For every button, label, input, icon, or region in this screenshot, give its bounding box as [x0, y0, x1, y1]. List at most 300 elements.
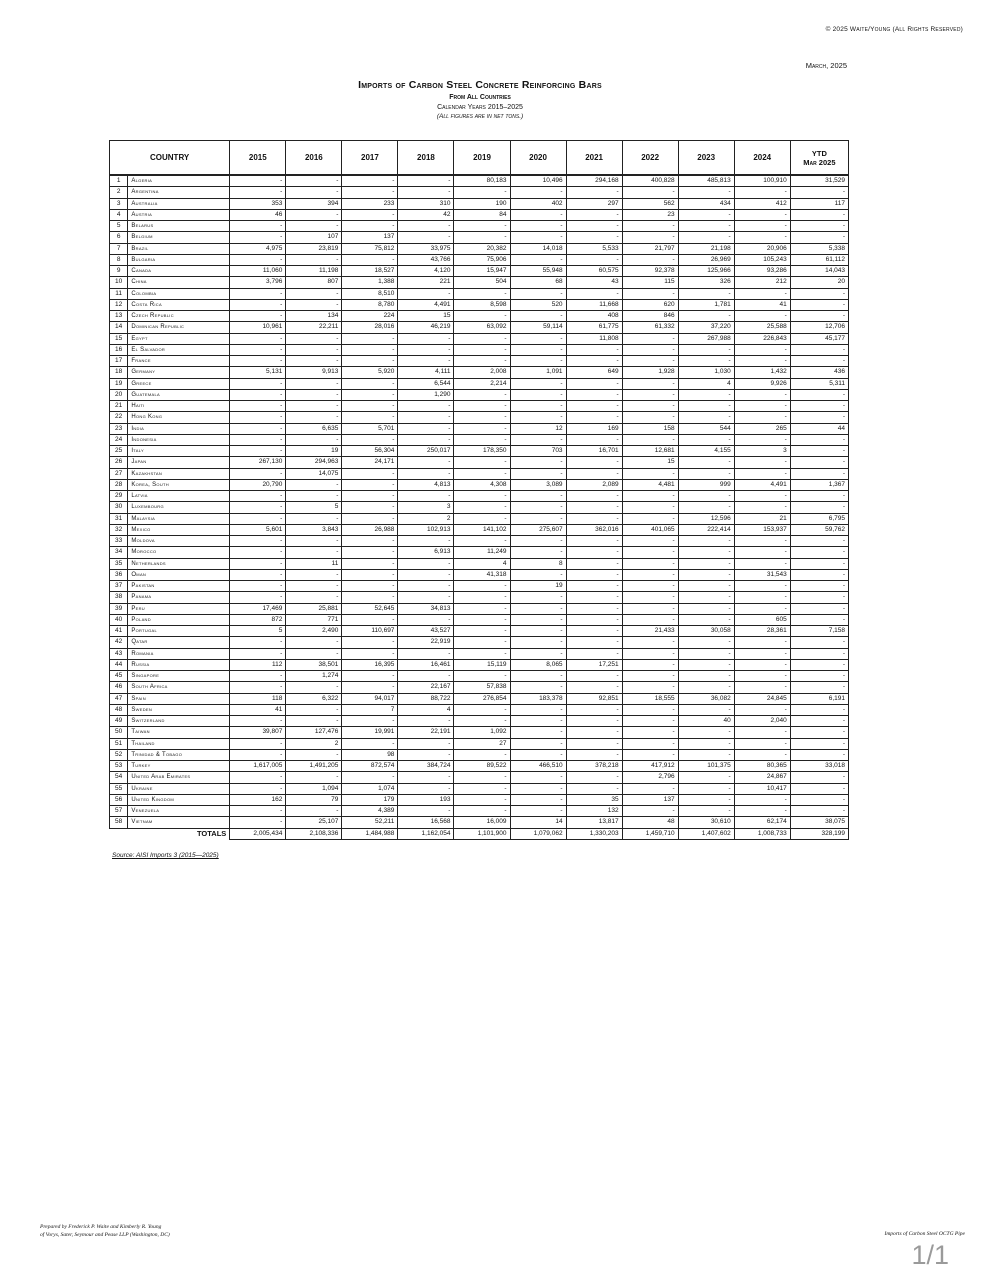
country-name: Austria	[128, 209, 230, 220]
cell-value: 18,527	[342, 266, 398, 277]
table-row	[110, 569, 849, 580]
cell-value: -	[342, 682, 398, 693]
country-name: Argentina	[128, 187, 230, 198]
cell-value: 169	[566, 423, 622, 434]
cell-value: -	[622, 187, 678, 198]
cell-value: -	[230, 772, 286, 783]
cell-value: -	[678, 614, 734, 625]
source-text: AISI Imports 3 (2015—2025)	[135, 852, 219, 859]
cell-value: 178,350	[454, 446, 510, 457]
cell-value: 100,910	[734, 175, 790, 187]
row-number: 55	[110, 783, 128, 794]
cell-value: 28,016	[342, 322, 398, 333]
cell-value: -	[566, 626, 622, 637]
cell-value: -	[566, 221, 622, 232]
country-name: Egypt	[128, 333, 230, 344]
cell-value: 4,389	[342, 806, 398, 817]
cell-value: 6,635	[286, 423, 342, 434]
cell-value: -	[790, 806, 848, 817]
row-number: 24	[110, 434, 128, 445]
cell-value: -	[286, 378, 342, 389]
country-name: Spain	[128, 693, 230, 704]
cell-value: -	[286, 772, 342, 783]
cell-value: 183,378	[510, 693, 566, 704]
cell-value: 10,496	[510, 175, 566, 187]
total-value: 1,162,054	[398, 828, 454, 839]
country-name: Ukraine	[128, 783, 230, 794]
cell-value: -	[622, 434, 678, 445]
header-row	[110, 141, 849, 176]
cell-value: -	[286, 592, 342, 603]
total-value: 2,108,336	[286, 828, 342, 839]
cell-value: -	[230, 547, 286, 558]
cell-value: -	[790, 783, 848, 794]
cell-value: 412	[734, 198, 790, 209]
table-row	[110, 581, 849, 592]
table-row	[110, 614, 849, 625]
cell-value: -	[678, 209, 734, 220]
cell-value: -	[342, 187, 398, 198]
cell-value: 999	[678, 479, 734, 490]
table-row	[110, 277, 849, 288]
row-number: 4	[110, 209, 128, 220]
row-number: 54	[110, 772, 128, 783]
cell-value: -	[790, 716, 848, 727]
cell-value: -	[790, 547, 848, 558]
column-header-2023: 2023	[678, 141, 734, 176]
cell-value: -	[286, 344, 342, 355]
table-row	[110, 457, 849, 468]
cell-value: -	[734, 603, 790, 614]
cell-value: -	[790, 569, 848, 580]
cell-value: -	[734, 671, 790, 682]
cell-value: -	[230, 311, 286, 322]
cell-value: -	[454, 333, 510, 344]
cell-value: 2	[286, 738, 342, 749]
cell-value: -	[230, 637, 286, 648]
cell-value: 5,920	[342, 367, 398, 378]
cell-value: 16,395	[342, 659, 398, 670]
row-number: 8	[110, 254, 128, 265]
cell-value: -	[566, 457, 622, 468]
cell-value: -	[454, 491, 510, 502]
cell-value: -	[510, 344, 566, 355]
row-number: 51	[110, 738, 128, 749]
row-number: 46	[110, 682, 128, 693]
cell-value: -	[230, 536, 286, 547]
country-name: Poland	[128, 614, 230, 625]
cell-value: -	[286, 175, 342, 187]
table-row	[110, 671, 849, 682]
cell-value: 43,527	[398, 626, 454, 637]
cell-value: 88,722	[398, 693, 454, 704]
cell-value: 56,304	[342, 446, 398, 457]
country-name: Peru	[128, 603, 230, 614]
cell-value: -	[398, 783, 454, 794]
table-row	[110, 682, 849, 693]
cell-value: 21,433	[622, 626, 678, 637]
cell-value: 127,476	[286, 727, 342, 738]
cell-value: -	[286, 716, 342, 727]
cell-value: -	[286, 637, 342, 648]
table-row	[110, 209, 849, 220]
cell-value: 6,913	[398, 547, 454, 558]
cell-value: -	[678, 581, 734, 592]
cell-value: 52,211	[342, 817, 398, 828]
row-number: 40	[110, 614, 128, 625]
cell-value: -	[454, 221, 510, 232]
cell-value: 5,338	[790, 243, 848, 254]
report-title: Imports of Carbon Steel Concrete Reinforcing Bars	[358, 79, 602, 91]
cell-value: -	[678, 772, 734, 783]
row-number: 23	[110, 423, 128, 434]
row-number: 50	[110, 727, 128, 738]
cell-value: 118	[230, 693, 286, 704]
cell-value: -	[230, 558, 286, 569]
cell-value: 10,417	[734, 783, 790, 794]
cell-value: -	[566, 288, 622, 299]
row-number: 18	[110, 367, 128, 378]
cell-value: 6,322	[286, 693, 342, 704]
cell-value: -	[734, 187, 790, 198]
cell-value: -	[398, 558, 454, 569]
cell-value: 79	[286, 794, 342, 805]
cell-value: 5,533	[566, 243, 622, 254]
cell-value: 11,249	[454, 547, 510, 558]
table-row	[110, 794, 849, 805]
table-row	[110, 344, 849, 355]
cell-value: -	[286, 491, 342, 502]
cell-value: -	[678, 671, 734, 682]
cell-value: 102,913	[398, 524, 454, 535]
cell-value: 4,813	[398, 479, 454, 490]
cell-value: 153,937	[734, 524, 790, 535]
cell-value: 19,991	[342, 727, 398, 738]
row-number: 13	[110, 311, 128, 322]
cell-value: 400,828	[622, 175, 678, 187]
cell-value: -	[790, 502, 848, 513]
cell-value: 137	[342, 232, 398, 243]
cell-value: 544	[678, 423, 734, 434]
cell-value: -	[510, 794, 566, 805]
cell-value: -	[678, 468, 734, 479]
country-name: Brazil	[128, 243, 230, 254]
row-number: 30	[110, 502, 128, 513]
cell-value: -	[566, 536, 622, 547]
cell-value: 25,881	[286, 603, 342, 614]
cell-value: -	[678, 727, 734, 738]
cell-value: 112	[230, 659, 286, 670]
cell-value: -	[342, 491, 398, 502]
cell-value: -	[566, 356, 622, 367]
cell-value: -	[790, 558, 848, 569]
cell-value: -	[286, 682, 342, 693]
country-name: Guatemala	[128, 389, 230, 400]
cell-value: 6,795	[790, 513, 848, 524]
row-number: 21	[110, 401, 128, 412]
total-value: 1,079,062	[510, 828, 566, 839]
cell-value: -	[454, 749, 510, 760]
cell-value: -	[454, 806, 510, 817]
cell-value: -	[790, 671, 848, 682]
cell-value: -	[790, 389, 848, 400]
cell-value: -	[286, 187, 342, 198]
cell-value: -	[230, 581, 286, 592]
cell-value: -	[622, 749, 678, 760]
cell-value: -	[286, 209, 342, 220]
cell-value: 1,074	[342, 783, 398, 794]
row-number: 17	[110, 356, 128, 367]
cell-value: 31,529	[790, 175, 848, 187]
country-name: Venezuela	[128, 806, 230, 817]
cell-value: -	[734, 288, 790, 299]
cell-value: -	[678, 603, 734, 614]
cell-value: -	[230, 569, 286, 580]
cell-value: -	[342, 209, 398, 220]
cell-value: -	[510, 457, 566, 468]
cell-value: 1,092	[454, 727, 510, 738]
cell-value: -	[622, 468, 678, 479]
row-number: 41	[110, 626, 128, 637]
cell-value: 2,008	[454, 367, 510, 378]
table-row	[110, 333, 849, 344]
country-name: Costa Rica	[128, 299, 230, 310]
table-row	[110, 322, 849, 333]
cell-value: 8	[510, 558, 566, 569]
cell-value: -	[790, 401, 848, 412]
cell-value: 4,491	[398, 299, 454, 310]
cell-value: 3,796	[230, 277, 286, 288]
cell-value: 485,813	[678, 175, 734, 187]
total-value: 1,330,203	[566, 828, 622, 839]
cell-value: -	[510, 468, 566, 479]
cell-value: -	[230, 446, 286, 457]
cell-value: 31,543	[734, 569, 790, 580]
table-row	[110, 626, 849, 637]
cell-value: -	[342, 614, 398, 625]
cell-value: -	[510, 502, 566, 513]
cell-value: 275,607	[510, 524, 566, 535]
cell-value: -	[230, 401, 286, 412]
cell-value: -	[230, 468, 286, 479]
column-header-2020: 2020	[510, 141, 566, 176]
cell-value: -	[790, 187, 848, 198]
cell-value: 117	[790, 198, 848, 209]
cell-value: 13,817	[566, 817, 622, 828]
cell-value: 846	[622, 311, 678, 322]
cell-value: -	[566, 344, 622, 355]
country-name: Mexico	[128, 524, 230, 535]
cell-value: -	[566, 491, 622, 502]
row-number: 11	[110, 288, 128, 299]
country-name: Korea, South	[128, 479, 230, 490]
cell-value: 605	[734, 614, 790, 625]
cell-value: -	[622, 727, 678, 738]
cell-value: 68	[510, 277, 566, 288]
country-name: Romania	[128, 648, 230, 659]
total-value: 1,008,733	[734, 828, 790, 839]
cell-value: -	[734, 457, 790, 468]
cell-value: 703	[510, 446, 566, 457]
cell-value: 5	[286, 502, 342, 513]
cell-value: 28,361	[734, 626, 790, 637]
cell-value: 436	[790, 367, 848, 378]
country-name: Italy	[128, 446, 230, 457]
cell-value: -	[622, 783, 678, 794]
cell-value: -	[566, 682, 622, 693]
cell-value: -	[398, 491, 454, 502]
cell-value: 61,112	[790, 254, 848, 265]
cell-value: -	[622, 502, 678, 513]
cell-value: -	[622, 614, 678, 625]
cell-value: 224	[342, 311, 398, 322]
cell-value: -	[342, 772, 398, 783]
cell-value: 12,596	[678, 513, 734, 524]
cell-value: -	[622, 356, 678, 367]
cell-value: 27	[454, 738, 510, 749]
cell-value: 401,065	[622, 524, 678, 535]
cell-value: -	[678, 187, 734, 198]
cell-value: -	[734, 547, 790, 558]
cell-value: -	[510, 569, 566, 580]
column-header-2018: 2018	[398, 141, 454, 176]
cell-value: -	[454, 311, 510, 322]
cell-value: 4,308	[454, 479, 510, 490]
cell-value: -	[566, 547, 622, 558]
table-row	[110, 491, 849, 502]
cell-value: -	[566, 558, 622, 569]
totals-label: TOTALS	[128, 828, 230, 839]
cell-value: -	[454, 412, 510, 423]
row-number: 6	[110, 232, 128, 243]
cell-value: 265	[734, 423, 790, 434]
cell-value: 20,382	[454, 243, 510, 254]
table-row	[110, 558, 849, 569]
cell-value: -	[734, 434, 790, 445]
cell-value: 294,963	[286, 457, 342, 468]
cell-value: -	[342, 333, 398, 344]
table-row	[110, 479, 849, 490]
cell-value: -	[566, 412, 622, 423]
row-number: 14	[110, 322, 128, 333]
cell-value: 26,969	[678, 254, 734, 265]
cell-value: -	[454, 603, 510, 614]
cell-value: 193	[398, 794, 454, 805]
cell-value: 504	[454, 277, 510, 288]
cell-value: -	[230, 299, 286, 310]
cell-value: -	[342, 716, 398, 727]
cell-value: 42	[398, 209, 454, 220]
cell-value: 38,075	[790, 817, 848, 828]
cell-value: 2,040	[734, 716, 790, 727]
cell-value: 15,947	[454, 266, 510, 277]
cell-value: -	[286, 221, 342, 232]
cell-value: 466,510	[510, 761, 566, 772]
cell-value: 23	[622, 209, 678, 220]
cell-value: -	[454, 434, 510, 445]
cell-value: 1,290	[398, 389, 454, 400]
cell-value: -	[734, 637, 790, 648]
country-name: Czech Republic	[128, 311, 230, 322]
cell-value: -	[230, 254, 286, 265]
cell-value: -	[734, 581, 790, 592]
cell-value: 22,191	[398, 727, 454, 738]
cell-value: -	[286, 434, 342, 445]
cell-value: -	[398, 175, 454, 187]
total-value: 1,484,988	[342, 828, 398, 839]
cell-value: -	[734, 389, 790, 400]
row-number: 2	[110, 187, 128, 198]
cell-value: -	[566, 727, 622, 738]
cell-value: 12	[510, 423, 566, 434]
country-name: Netherlands	[128, 558, 230, 569]
cell-value: -	[230, 648, 286, 659]
cell-value: -	[398, 232, 454, 243]
cell-value: 137	[622, 794, 678, 805]
cell-value: 1,491,205	[286, 761, 342, 772]
country-name: Hong Kong	[128, 412, 230, 423]
total-value: 2,005,434	[230, 828, 286, 839]
cell-value: -	[342, 547, 398, 558]
cell-value: -	[734, 232, 790, 243]
cell-value: -	[342, 502, 398, 513]
cell-value: -	[734, 209, 790, 220]
cell-value: 134	[286, 311, 342, 322]
cell-value: -	[230, 232, 286, 243]
cell-value: -	[790, 311, 848, 322]
country-name: Colombia	[128, 288, 230, 299]
cell-value: -	[566, 389, 622, 400]
row-number: 42	[110, 637, 128, 648]
cell-value: -	[622, 344, 678, 355]
cell-value: -	[566, 671, 622, 682]
cell-value: -	[510, 626, 566, 637]
cell-value: 353	[230, 198, 286, 209]
cell-value: 46	[230, 209, 286, 220]
cell-value: 89,522	[454, 761, 510, 772]
cell-value: -	[454, 536, 510, 547]
cell-value: -	[342, 648, 398, 659]
cell-value: -	[398, 569, 454, 580]
cell-value: -	[230, 333, 286, 344]
cell-value: 1,091	[510, 367, 566, 378]
country-name: Singapore	[128, 671, 230, 682]
cell-value: 24,171	[342, 457, 398, 468]
cell-value: 179	[342, 794, 398, 805]
cell-value: -	[678, 783, 734, 794]
cell-value: 38,501	[286, 659, 342, 670]
cell-value: -	[790, 288, 848, 299]
cell-value: -	[790, 772, 848, 783]
cell-value: -	[230, 682, 286, 693]
cell-value: -	[230, 423, 286, 434]
cell-value: 417,912	[622, 761, 678, 772]
cell-value: -	[790, 603, 848, 614]
cell-value: -	[734, 704, 790, 715]
table-row	[110, 243, 849, 254]
cell-value: -	[342, 671, 398, 682]
source-prefix: Source:	[112, 852, 136, 859]
row-number: 39	[110, 603, 128, 614]
cell-value: -	[790, 659, 848, 670]
cell-value: 297	[566, 198, 622, 209]
cell-value: -	[230, 491, 286, 502]
cell-value: -	[678, 682, 734, 693]
cell-value: -	[510, 716, 566, 727]
column-header-country: COUNTRY	[110, 141, 230, 176]
cell-value: 2,490	[286, 626, 342, 637]
cell-value: 1,367	[790, 479, 848, 490]
